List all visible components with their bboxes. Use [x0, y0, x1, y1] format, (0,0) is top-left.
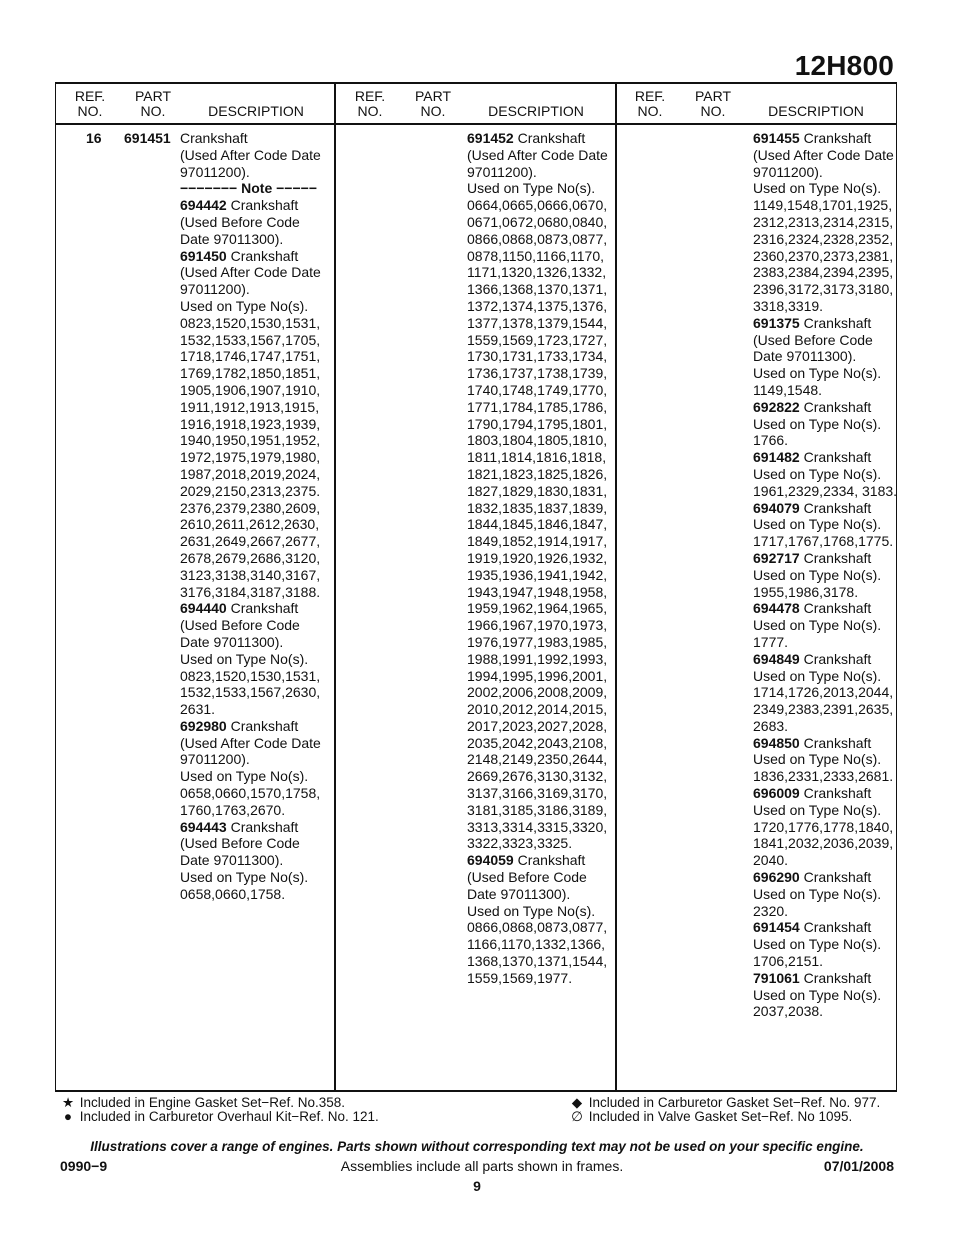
part-description: Crankshaft (Used After Code Date 97011200). — [180, 130, 321, 180]
part-entry — [753, 399, 897, 449]
description-header: DESCRIPTION — [208, 103, 304, 119]
part-number: 692822 — [753, 398, 800, 415]
parts-column-2 — [467, 130, 608, 987]
part-description: Crankshaft Used on Type No(s). 1766. — [753, 398, 882, 449]
description-header: DESCRIPTION — [768, 103, 864, 119]
page-number: 9 — [473, 1178, 481, 1194]
part-number: 696290 — [753, 869, 800, 886]
legend-carb-gasket — [569, 1095, 880, 1110]
bullet-icon: ● — [63, 1109, 73, 1124]
part-entry — [753, 735, 897, 785]
part-entry — [124, 130, 321, 180]
part-description: Crankshaft Used on Type No(s). 1706,2151. — [753, 919, 882, 970]
diamond-icon: ◆ — [571, 1095, 583, 1110]
part-entry — [467, 852, 608, 986]
part-entry — [753, 449, 897, 499]
ref-no-header: REF. NO. — [74, 88, 106, 119]
part-entry — [753, 651, 897, 735]
part-description: Crankshaft (Used Before Code Date 97011300). Used on Type No(s). 1149,1548. — [753, 314, 882, 398]
legend-text: Included in Carburetor Gasket Set−Ref. No. 977. — [588, 1095, 881, 1110]
part-entry — [753, 919, 897, 969]
part-entry — [124, 600, 321, 718]
part-entry — [753, 785, 897, 869]
part-number: 694849 — [753, 650, 800, 667]
legend-engine-gasket — [60, 1095, 345, 1110]
part-description: Crankshaft Used on Type No(s). 1955,1986,3178. — [753, 549, 882, 600]
ref-number: 16 — [86, 130, 102, 146]
part-entry — [753, 550, 897, 600]
empty-set-icon: ∅ — [571, 1109, 583, 1124]
part-number: 691454 — [753, 919, 800, 936]
part-number: 691482 — [753, 449, 800, 466]
part-entry — [753, 130, 897, 315]
part-description: Crankshaft Used on Type No(s). 1961,2329,2334, 3183. — [753, 449, 898, 499]
part-number: 791061 — [753, 969, 800, 986]
part-description: Crankshaft Used on Type No(s). 1777. — [753, 600, 882, 650]
part-description: Crankshaft (Used After Code Date 97011200). Used on Type No(s). 1149,1548,1701,1925, 2312,2313,2314,2315, 2316,2324,2328,2352, 2360,2370,2373,2381, 2383,2384,2394,2395, 2396,3172,3173,3180, 3318,3319. — [753, 130, 894, 314]
description-header: DESCRIPTION — [488, 103, 584, 119]
part-entry — [753, 970, 897, 1020]
part-number: 694443 — [180, 818, 227, 835]
part-number: 691375 — [753, 314, 800, 331]
part-number: 691455 — [753, 130, 800, 146]
part-entry — [124, 180, 321, 197]
part-description: Crankshaft Used on Type No(s). 1720,1776,1778,1840, 1841,2032,2036,2039, 2040. — [753, 785, 894, 869]
disclaimer: Illustrations cover a range of engines. Parts shown without corresponding text may not be used on your specific engine. — [90, 1139, 864, 1154]
parts-table — [55, 82, 897, 1092]
part-number: 692980 — [180, 717, 227, 734]
part-no-header: PART NO. — [414, 88, 452, 119]
model-title: 12H800 — [794, 50, 894, 81]
part-description: Crankshaft Used on Type No(s). 2037,2038. — [753, 969, 882, 1020]
part-description: Crankshaft (Used Before Code Date 97011300). Used on Type No(s). 0866,0868,0873,0877, 1166,1170,1332,1366, 1368,1370,1371,1544, 1559,1569,1977. — [467, 852, 608, 986]
legend-text: Included in Engine Gasket Set−Ref. No.358. — [79, 1095, 346, 1110]
part-no-header: PART NO. — [134, 88, 172, 119]
parts-column-3 — [753, 130, 897, 1020]
part-number: 694850 — [753, 734, 800, 751]
part-number: 694478 — [753, 600, 800, 617]
part-description: Crankshaft (Used Before Code Date 97011300). Used on Type No(s). 0658,0660,1758. — [180, 818, 309, 902]
footer-code: 0990−9 — [60, 1158, 108, 1174]
part-number: 691452 — [467, 130, 514, 146]
part-entry — [124, 718, 321, 819]
legend-carb-overhaul — [60, 1109, 379, 1124]
part-number: 692717 — [753, 549, 800, 566]
part-entry — [124, 248, 321, 601]
part-entry — [467, 130, 608, 852]
footer-assemblies-note: Assemblies include all parts shown in frames. — [340, 1158, 624, 1174]
part-description: Crankshaft (Used Before Code Date 97011300). Used on Type No(s). 0823,1520,1530,1531, 1532,1533,1567,2630, 2631. — [180, 600, 321, 718]
part-no-header: PART NO. — [694, 88, 732, 119]
part-description: Crankshaft Used on Type No(s). 1836,2331,2333,2681. — [753, 734, 894, 785]
part-description: Crankshaft (Used After Code Date 97011200). Used on Type No(s). 0664,0665,0666,0670, 0671,0672,0680,0840, 0866,0868,0873,0877, 0878,1150,1166,1170, 1171,1320,1326,1332, 1366,1368,1370,1371, 1372,1374,1375,1376, 1377,1378,1379,1544, 1559,1569,1723,1727, 1730,1731,1733,1734, 1736,1737,1738,1739, 1740,1748,1749,1770, 1771,1784,1785,1786, 1790,1794,1795,1801, 1803,1804,1805,1810, 1811,1814,1816,1818, 1821,1823,1825,1826, 1827,1829,1830,1831, 1832,1835,1837,1839, 1844,1845,1846,1847, 1849,1852,1914,1917, 1919,1920,1926,1932, 1935,1936,1941,1942, 1943,1947,1948,1958, 1959,1962,1964,1965, 1966,1967,1970,1973, 1976,1977,1983,1985, 1988,1991,1992,1993, 1994,1995,1996,2001, 2002,2006,2008,2009, 2010,2012,2014,2015, 2017,2023,2027,2028, 2035,2042,2043,2108, 2148,2149,2350,2644, 2669,2676,3130,3132, 3137,3166,3169,3170, 3181,3185,3186,3189, 3313,3314,3315,3320, 3322,3323,3325. — [467, 130, 608, 852]
footer-date: 07/01/2008 — [823, 1158, 894, 1174]
part-description: Crankshaft (Used After Code Date 97011200). Used on Type No(s). 0658,0660,1570,1758, 1760,1763,2670. — [180, 717, 321, 818]
part-description: Crankshaft Used on Type No(s). 1717,1767,1768,1775. — [753, 499, 894, 550]
part-description: Crankshaft (Used Before Code Date 97011300). — [180, 197, 300, 247]
legend-text: Included in Valve Gasket Set−Ref. No 1095. — [588, 1109, 853, 1124]
part-description: Crankshaft (Used After Code Date 97011200). Used on Type No(s). 0823,1520,1530,1531, 1532,1533,1567,1705, 1718,1746,1747,1751, 1769,1782,1850,1851, 1905,1906,1907,1910, 1911,1912,1913,1915, 1916,1918,1923,1939, 1940,1950,1951,1952, 1972,1975,1979,1980, 1987,2018,2019,2024, 2029,2150,2313,2375. 2376,2379,2380,2609, 2610,2611,2612,2630, 2631,2649,2667,2677, 2678,2679,2686,3120, 3123,3138,3140,3167, 3176,3184,3187,3188. — [180, 247, 321, 600]
part-description: Crankshaft Used on Type No(s). 1714,1726,2013,2044, 2349,2383,2391,2635, 2683. — [753, 650, 894, 734]
legend-text: Included in Carburetor Overhaul Kit−Ref. No. 121. — [79, 1109, 379, 1124]
part-number: 691450 — [180, 247, 227, 264]
part-number: 696009 — [753, 785, 800, 802]
part-entry — [753, 600, 897, 650]
ref-no-header: REF. NO. — [634, 88, 666, 119]
part-number: 694440 — [180, 600, 227, 617]
part-entry — [753, 869, 897, 919]
part-number: 694059 — [467, 852, 514, 869]
star-icon: ★ — [61, 1095, 75, 1110]
part-number: 694079 — [753, 499, 800, 516]
column-divider — [615, 84, 617, 1090]
ref-no-header: REF. NO. — [354, 88, 386, 119]
part-number: 691451 — [124, 130, 171, 146]
note-divider: −−−−−−− Note −−−−− — [180, 180, 317, 197]
column-divider — [334, 84, 336, 1090]
header-divider — [56, 123, 896, 125]
parts-column-1 — [124, 130, 321, 903]
legend-valve-gasket — [569, 1109, 852, 1124]
part-entry — [753, 315, 897, 399]
part-description: Crankshaft Used on Type No(s). 2320. — [753, 869, 882, 919]
part-entry — [124, 197, 321, 247]
part-number: 694442 — [180, 197, 227, 214]
part-entry — [753, 500, 897, 550]
part-entry — [124, 819, 321, 903]
